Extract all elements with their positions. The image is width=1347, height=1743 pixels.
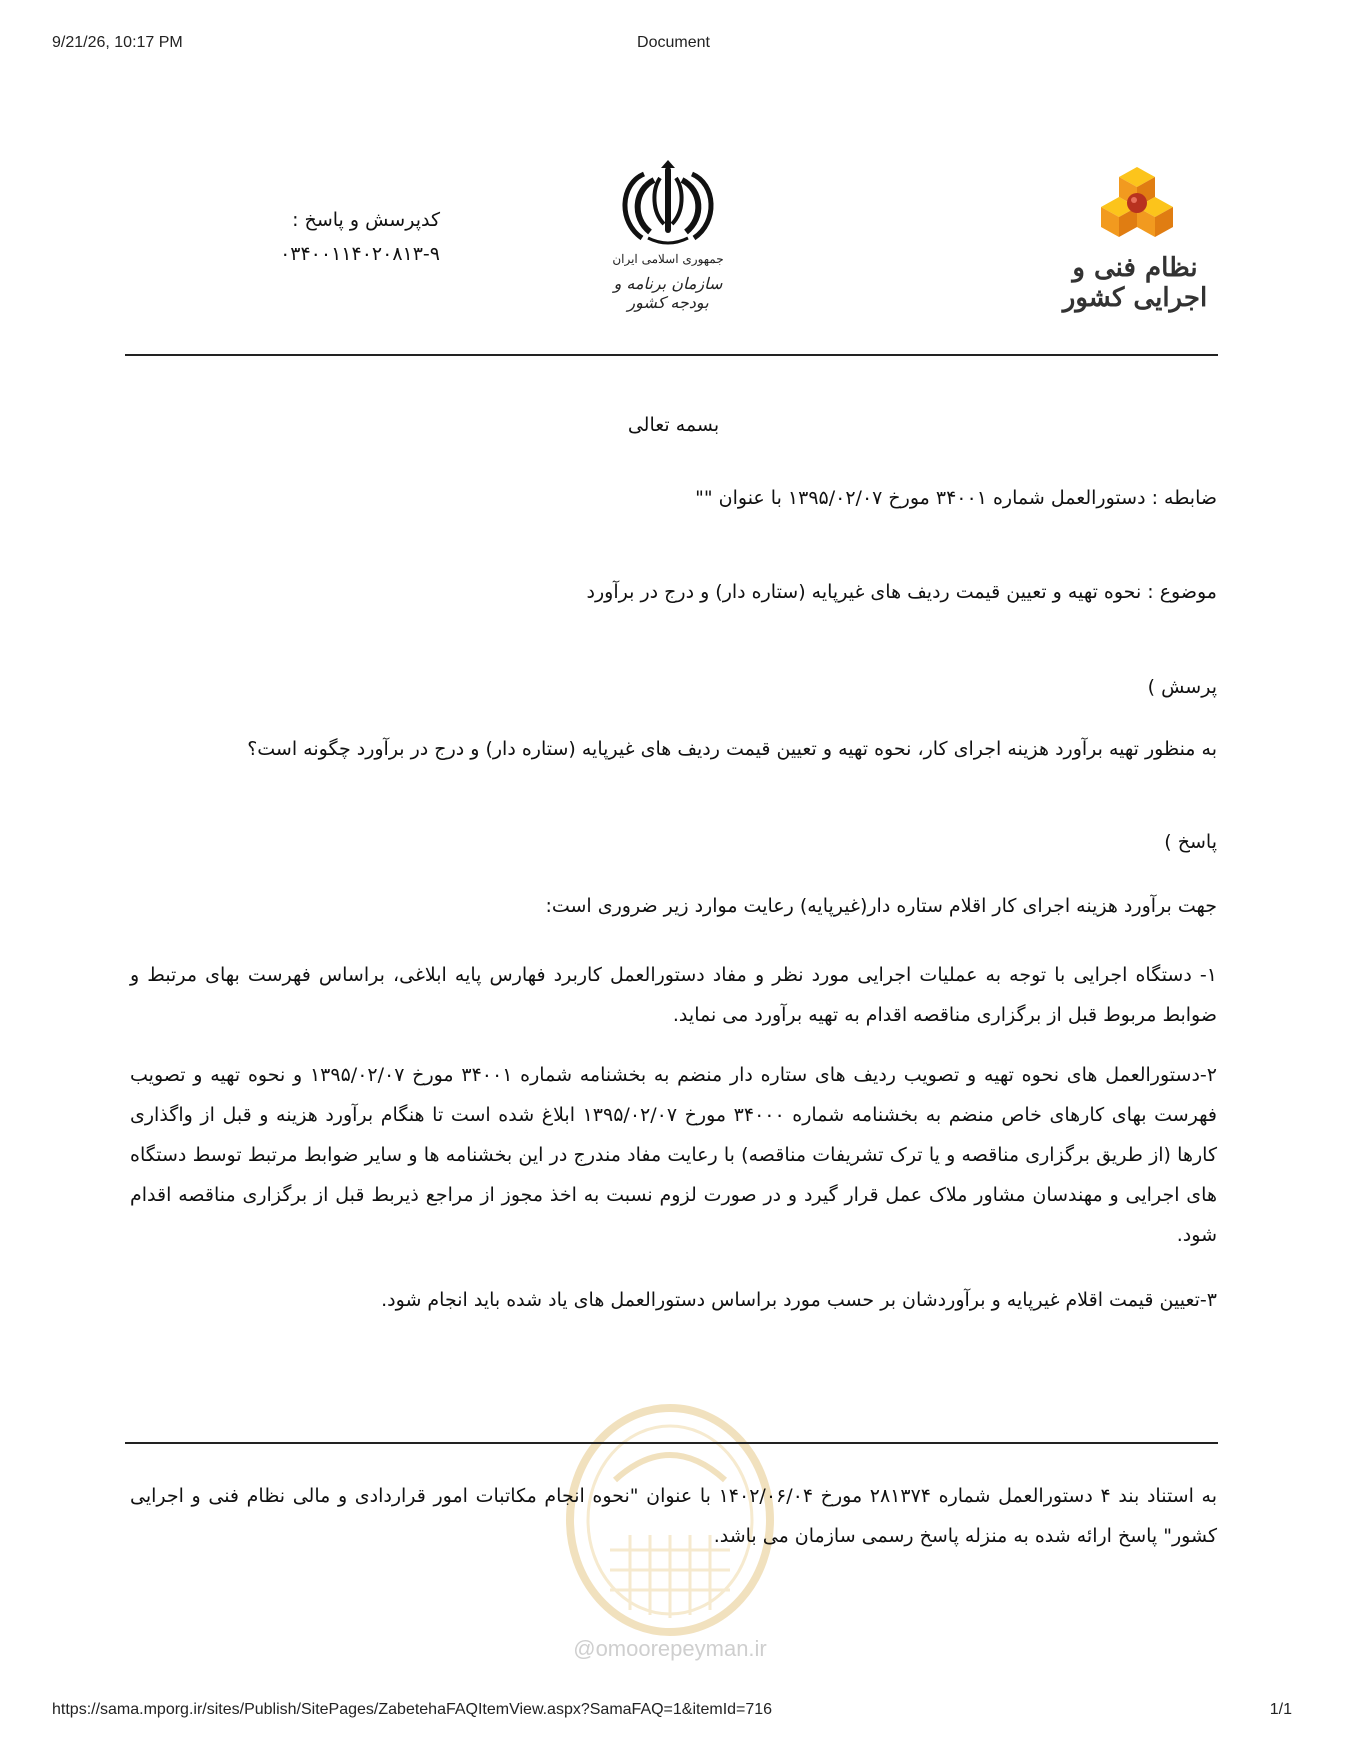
emblem-line-2: سازمان برنامه و بودجه کشور xyxy=(613,274,723,312)
print-footer xyxy=(0,1701,1347,1723)
print-title: Document xyxy=(637,34,710,51)
logo-text: نظام فنی و اجرایی کشور xyxy=(1062,253,1208,313)
subject-line: موضوع : نحوه تهیه و تعیین قیمت ردیف های غیرپایه (ستاره دار) و درج در برآورد xyxy=(586,581,1217,603)
emblem-line-1: جمهوری اسلامی ایران xyxy=(612,252,724,266)
print-header xyxy=(0,34,1347,56)
question-label: پرسش ) xyxy=(1147,676,1217,698)
footnote: به استناد بند ۴ دستورالعمل شماره ۲۸۱۳۷۴ مورخ ۱۴۰۲/۰۶/۰۴ با عنوان "نحوه انجام مکاتبات امور قراردادی و مالی نظام فنی و اجرایی کشور" پاسخ ارائه شده به منزله پاسخ رسمی سازمان می باشد. xyxy=(130,1485,1217,1547)
header-divider xyxy=(125,354,1218,356)
answer-item-3: ۳-تعیین قیمت اقلام غیرپایه و برآوردشان بر حسب مورد براساس دستورالعمل های یاد شده باید انجام شود. xyxy=(381,1289,1217,1311)
faq-code-value: ۰۳۴۰۰۱۱۴۰۲۰۸۱۳-۹ xyxy=(280,243,440,265)
regulation-line: ضابطه : دستورالعمل شماره ۳۴۰۰۱ مورخ ۱۳۹۵/۰۲/۰۷ با عنوان "" xyxy=(695,487,1217,509)
cubes-logo-icon xyxy=(1097,165,1177,245)
iran-emblem-icon xyxy=(608,160,728,250)
iran-emblem xyxy=(608,160,728,310)
answer-label: پاسخ ) xyxy=(1164,831,1217,853)
faq-code-label: کدپرسش و پاسخ : xyxy=(292,209,440,231)
answer-item-2: ۲-دستورالعمل های نحوه تهیه و تصویب ردیف های ستاره دار منضم به بخشنامه شماره ۳۴۰۰۱ مورخ ۱۳۹۵/۰۲/۰۷ و نحوه تهیه و تصویب فهرست بهای کارهای خاص منضم به بخشنامه شماره ۳۴۰۰۰ مورخ ۱۳۹۵/۰۲/۰۷ ابلاغ شده است تا هنگام برآورد هزینه و قبل از واگذاری کارها (از طریق برگزاری مناقصه و یا ترک تشریفات مناقصه) با رعایت مفاد مندرج در این بخشنامه ها و سایر ضوابط مرتبط توسط دستگاه های اجرایی و مهندسان مشاور ملاک عمل قرار گیرد و در صورت لزوم نسبت به اخذ مجوز از مراجع ذیربط قبل از برگزاری مناقصه اقدام شود. xyxy=(130,1064,1217,1246)
answer-item-1: ۱- دستگاه اجرایی با توجه به عملیات اجرایی مورد نظر و مفاد دستورالعمل کاربرد فهارس پایه ابلاغی، براساس فهرست بهای مرتبط و ضوابط مربوط قبل از برگزاری مناقصه اقدام به تهیه برآورد می نماید. xyxy=(130,964,1217,1026)
footer-divider xyxy=(125,1442,1218,1444)
page-number: 1/1 xyxy=(1269,1701,1292,1718)
question-text: به منظور تهیه برآورد هزینه اجرای کار، نحوه تهیه و تعیین قیمت ردیف های غیرپایه (ستاره دار) و درج در برآورد چگونه است؟ xyxy=(247,738,1217,760)
technical-system-logo xyxy=(1055,165,1215,315)
salutation: بسمه تعالی xyxy=(627,414,720,436)
print-datetime: 9/21/26, 10:17 PM xyxy=(52,34,183,51)
answer-intro: جهت برآورد هزینه اجرای کار اقلام ستاره دار(غیرپایه) رعایت موارد زیر ضروری است: xyxy=(545,895,1217,917)
page-url: https://sama.mporg.ir/sites/Publish/SitePages/ZabetehaFAQItemView.aspx?SamaFAQ=1&itemId=716 xyxy=(52,1701,773,1718)
faq-code-block xyxy=(240,205,440,269)
watermark-text: @omoorepeyman.ir xyxy=(573,1636,767,1661)
